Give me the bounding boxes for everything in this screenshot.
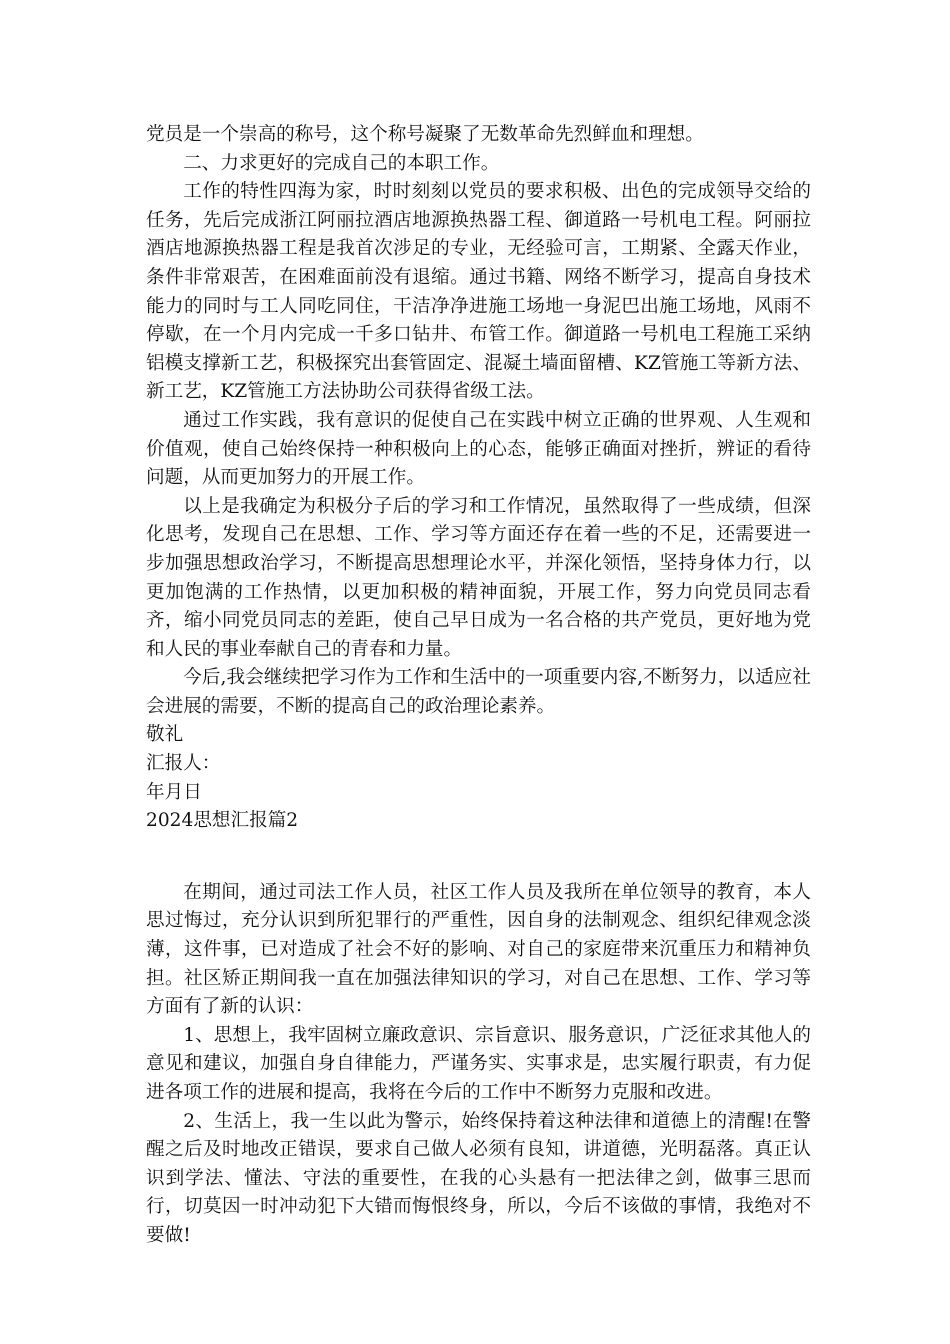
list-item: 2、生活上，我一生以此为警示，始终保持着这种法律和道德上的清醒!在警醒之后及时地改正错误，要求自己做人必须有良知，讲道德，光明磊落。真正认识到学法、懂法、守法的重要性，在我的心头悬有一把法律之剑，做事三思而行，切莫因一时冲动犯下大错而悔恨终身，所以，今后不该做的事情，我绝对不要做! xyxy=(146,1110,811,1246)
paragraph: 通过工作实践，我有意识的促使自己在实践中树立正确的世界观、人生观和价值观，使自己始终保持一种积极向上的心态，能够正确面对挫折，辨证的看待问题，从而更加努力的开展工作。 xyxy=(146,409,811,489)
paragraph: 以上是我确定为积极分子后的学习和工作情况，虽然取得了一些成绩，但深化思考，发现自己在思想、工作、学习等方面还存在着一些的不足，还需要进一步加强思想政治学习，不断提高思想理论水平，并深化领悟，坚持身体力行，以更加饱满的工作热情，以更加积极的精神面貌，开展工作，努力向党员同志看齐，缩小同党员同志的差距，使自己早日成为一名合格的共产党员，更好地为党和人民的事业奉献自己的青春和力量。 xyxy=(146,495,811,660)
closing-reporter: 汇报人： xyxy=(146,753,221,775)
paragraph: 工作的特性四海为家，时时刻刻以党员的要求积极、出色的完成领导交给的任务，先后完成浙江阿丽拉酒店地源换热器工程、御道路一号机电工程。阿丽拉酒店地源换热器工程是我首次涉足的专业，无经验可言，工期紧、全露天作业，条件非常艰苦，在困难面前没有退缩。通过书籍、网络不断学习，提高自身技术能力的同时与工人同吃同住，干洁净净进施工场地一身泥巴出施工场地，风雨不停歇，在一个月内完成一千多口钻井、布管工作。御道路一号机电工程施工采纳铝模支撑新工艺，积极探究出套管固定、混凝土墙面留槽、KZ管施工等新方法、新工艺，KZ管施工方法协助公司获得省级工法。 xyxy=(146,181,811,403)
paragraph: 党员是一个崇高的称号，这个称号凝聚了无数革命先烈鲜血和理想。 xyxy=(146,124,704,145)
document-page xyxy=(146,121,811,1251)
list-item: 1、思想上，我牢固树立廉政意识、宗旨意识、服务意识，广泛征求其他人的意见和建议，加强自身自律能力，严谨务实、实事求是，忠实履行职责，有力促进各项工作的进展和提高，我将在今后的工作中不断努力克服和改进。 xyxy=(146,1024,811,1103)
paragraph: 今后,我会继续把学习作为工作和生活中的一项重要内容,不断努力，以适应社会进展的需要，不断的提高自己的政治理论素养。 xyxy=(146,667,811,717)
section-title: 2024思想汇报篇2 xyxy=(146,810,299,832)
paragraph: 在期间，通过司法工作人员，社区工作人员及我所在单位领导的教育，本人思过悔过，充分认识到所犯罪行的严重性，因自身的法制观念、组织纪律观念淡薄，这件事，已对造成了社会不好的影响、对自己的家庭带来沉重压力和精神负担。社区矫正期间我一直在加强法律知识的学习，对自己在思想、工作、学习等方面有了新的认识： xyxy=(146,881,811,1018)
closing-date: 年月日 xyxy=(146,781,202,803)
closing-salute: 敬礼 xyxy=(146,724,184,746)
heading-paragraph: 二、力求更好的完成自己的本职工作。 xyxy=(183,152,500,174)
